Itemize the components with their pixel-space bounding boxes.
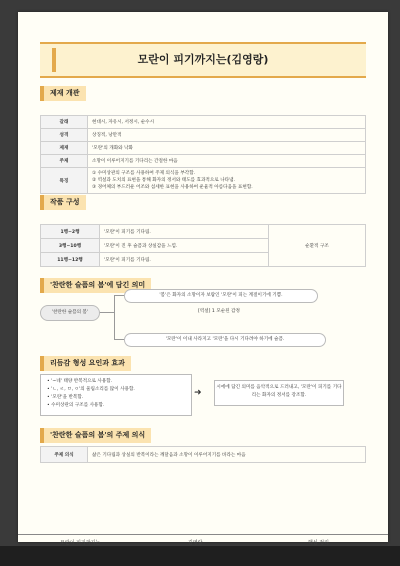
row-label: 주제 — [41, 155, 88, 168]
table-row — [41, 155, 366, 168]
connector-line — [114, 295, 124, 296]
section-heading-rhythm: 리듬감 형성 요인과 효과 — [40, 356, 131, 371]
meaning-paradox-label: [역설] 1 모순된 감정 — [198, 309, 240, 314]
table-row — [41, 225, 366, 239]
row-label: 제재 — [41, 142, 88, 155]
arrow-right-icon: ➜ — [194, 388, 202, 398]
connector-line — [114, 339, 124, 340]
row-label: 갈래 — [41, 116, 88, 129]
row-value: 현대시, 자유시, 서정시, 순수시 — [88, 116, 366, 129]
section-heading-overview: 제재 개관 — [40, 86, 86, 101]
section-heading-theme: '찬란한 슬픔의 봄'의 주제 의식 — [40, 428, 151, 443]
connector-line — [98, 312, 114, 313]
feature-line: ② 역설과 도치의 표현을 통해 화자의 정서와 태도를 효과적으로 나타냄. — [92, 178, 235, 183]
table-row — [41, 129, 366, 142]
features-list — [88, 168, 366, 194]
row-label: 주제 의식 — [41, 447, 88, 463]
table-row — [41, 142, 366, 155]
rhythm-bullet: • '~네' 태양 반복적으로 사용함. — [47, 379, 113, 384]
title-banner — [40, 42, 366, 78]
row-value: '모란'의 개화와 낙화 — [88, 142, 366, 155]
row-range: 3행~10행 — [41, 239, 100, 253]
row-desc: '모란'이 진 후 슬픔과 상실감을 느낌. — [100, 239, 269, 253]
meaning-bottom-pill: '모란'이 이내 사라지고 '모란'을 다시 기다려야 하기에 슬픔. — [124, 333, 326, 347]
footer-left: 모란이 피기까지는 — [60, 540, 101, 546]
composition-table — [40, 224, 366, 267]
rhythm-bullet: • '모란'을 반복함. — [47, 395, 84, 400]
table-row — [41, 168, 366, 194]
row-label: 특징 — [41, 168, 88, 194]
row-value: 삶은 기다림과 상실의 반복이라는 깨달음과 소망이 이루어지기를 바라는 마음 — [88, 447, 366, 463]
connector-line — [114, 295, 115, 339]
section-heading-composition: 작품 구성 — [40, 195, 86, 210]
rhythm-bullet: • 수미상관의 구조를 사용함. — [47, 403, 105, 408]
footer-center: 김영랑 — [188, 540, 203, 546]
row-range: 1행~2행 — [41, 225, 100, 239]
row-value: 상징적, 낭만적 — [88, 129, 366, 142]
rhythm-bullet: • 'ㄴ, ㄹ, ㅁ, ㅇ'의 울림소리를 많이 사용함. — [47, 387, 135, 392]
row-label: 성격 — [41, 129, 88, 142]
meaning-center-pill: '찬란한 슬픔의 봄' — [40, 305, 100, 321]
bottom-band — [0, 546, 400, 566]
overview-table — [40, 115, 366, 194]
section-heading-meaning: '찬란한 슬픔의 봄'에 담긴 의미 — [40, 278, 151, 293]
row-value: 소망이 이루어지기를 기다리는 간절한 마음 — [88, 155, 366, 168]
table-row — [41, 116, 366, 129]
feature-line: ① 수미상관의 구조를 사용하여 주제 의식을 부각함. — [92, 171, 196, 176]
table-row — [41, 447, 366, 463]
row-desc: '모란'이 피기를 기다림. — [100, 225, 269, 239]
page-title: 모란이 피기까지는(김영랑) — [137, 53, 269, 66]
meaning-top-pill: '봄'은 화자의 소망이자 보람인 '모란'이 피는 계절이기에 기쁨. — [124, 289, 318, 303]
footer-right: 핵심 정리 — [308, 540, 329, 546]
structure-cell: 순환적 구조 — [269, 225, 366, 267]
row-range: 11행~12행 — [41, 253, 100, 267]
feature-line: ③ 경어체의 부드러운 어조와 섬세한 표현을 사용하여 운율적 아름다움을 표현함. — [92, 185, 253, 190]
rhythm-factors-box — [40, 374, 192, 416]
rhythm-effect-box: 시에에 담긴 의미를 음악적으로 드러내고, '모란'이 피기를 기다리는 화자의 정서를 강조함. — [214, 380, 344, 406]
row-desc: '모란'이 피기를 기다림. — [100, 253, 269, 267]
document-page — [18, 12, 388, 546]
theme-table — [40, 446, 366, 463]
